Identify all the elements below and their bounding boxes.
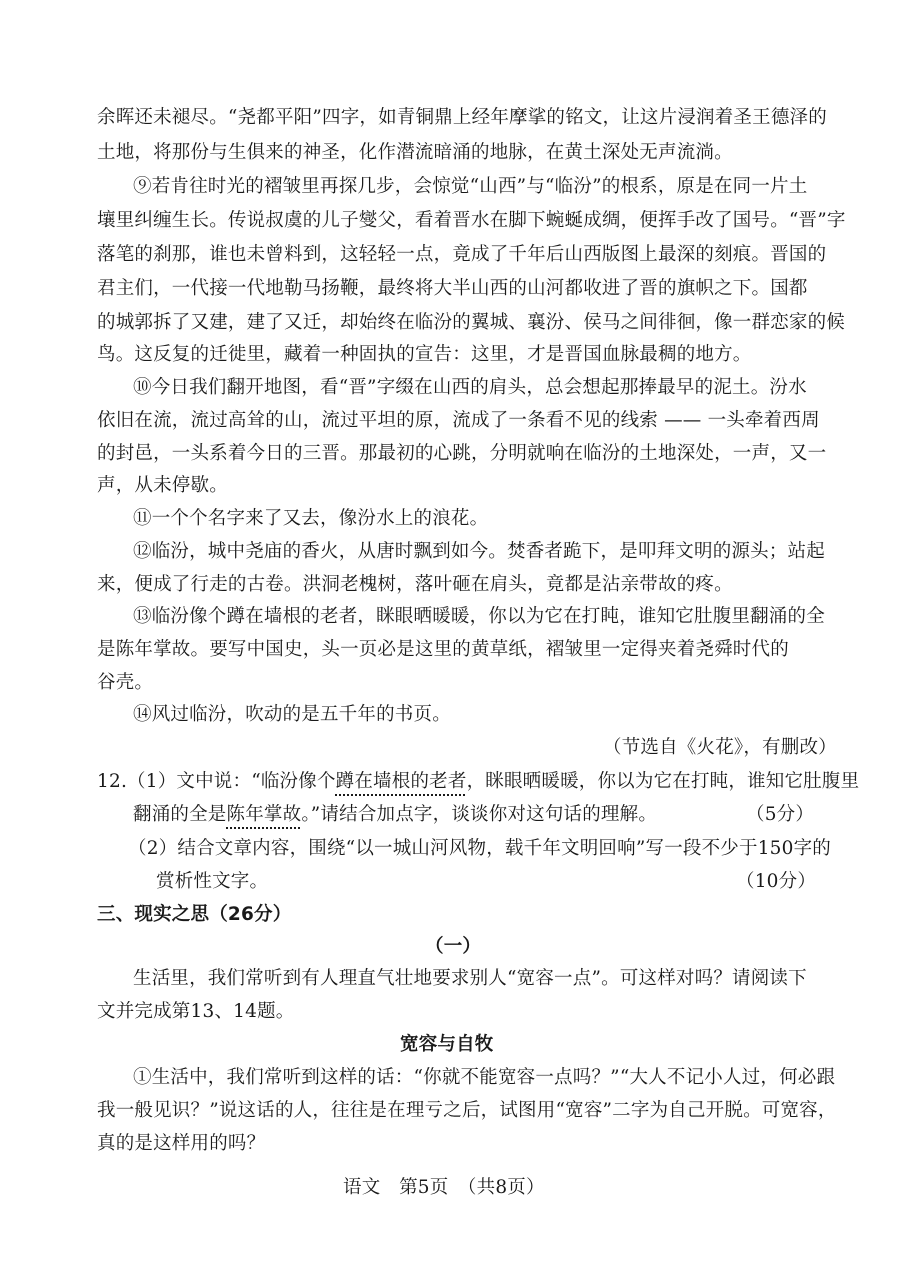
score-12-1: （5分）: [746, 804, 815, 825]
passage-line: 声，从未停歇。: [97, 475, 228, 496]
passage-line: 壤里纠缠生长。传说叔虞的儿子燮父，看着晋水在脚下蜿蜒成绸，便挥手改了国号。“晋”字: [97, 210, 846, 231]
passage-line: ⑫临汾，城中尧庙的香火，从唐时飘到如今。焚香者跪下，是叩拜文明的源头；站起: [133, 541, 825, 562]
passage-line: 的城郭拆了又建，建了又迁，却始终在临汾的翼城、襄汾、侯马之间徘徊，像一群恋家的候: [97, 312, 846, 333]
article-title: 宽容与自牧: [400, 1034, 494, 1055]
passage-line: 依旧在流，流过高耸的山，流过平坦的原，流成了一条看不见的线索 —— 一头牵着西周: [97, 410, 820, 431]
dotted-text: 陈年掌故: [226, 804, 302, 825]
passage-line: 谷壳。: [97, 672, 154, 693]
section-heading: 三、现实之思（26分）: [97, 904, 292, 925]
passage-line: ⑬临汾像个蹲在墙根的老者，眯眼晒暖暖，你以为它在打盹，谁知它肚腹里翻涌的全: [133, 606, 825, 627]
question-12-2: （2）结合文章内容，围绕“以一城山河风物，载千年文明回响”写一段不少于150字的: [128, 838, 831, 859]
passage-line: 土地，将那份与生俱来的神圣，化作潜流暗涌的地脉，在黄土深处无声流淌。: [97, 142, 733, 163]
question-12-1: 12.（1）文中说：“临汾像个蹲在墙根的老者，眯眼晒暖暖，你以为它在打盹，谁知它肚腹里: [97, 771, 860, 792]
passage-line: 的封邑，一头系着今日的三晋。那最初的心跳，分明就响在临汾的土地深处，一声，又一: [97, 443, 827, 464]
passage-line: ⑨若肯往时光的褶皱里再探几步，会惊觉“山西”与“临汾”的根系，原是在同一片土: [133, 176, 808, 197]
source-note: （节选自《火花》，有删改）: [603, 737, 837, 758]
part-heading: （一）: [425, 936, 482, 957]
passage-line: ⑩今日我们翻开地图，看“晋”字缀在山西的肩头，总会想起那捧最早的泥土。汾水: [133, 377, 807, 398]
dotted-text: 蹲在墙根的老者: [335, 771, 467, 792]
article-line: 我一般见识？”说这话的人，往往是在理亏之后，试图用“宽容”二字为自己开脱。可宽容，: [97, 1100, 837, 1121]
question-12-2-cont: 赏析性文字。: [156, 871, 269, 892]
passage-line: 君主们，一代接一代地勒马扬鞭，最终将大半山西的山河都收进了晋的旗帜之下。国都: [97, 278, 808, 299]
article-line: 真的是这样用的吗？: [97, 1133, 266, 1154]
passage-line: 来，便成了行走的古卷。洪洞老槐树，落叶砸在肩头，竟都是沾亲带故的疼。: [97, 574, 733, 595]
intro-line: 生活里，我们常听到有人理直气壮地要求别人“宽容一点”。可这样对吗？请阅读下: [133, 968, 807, 989]
question-12-1-cont: 翻涌的全是陈年掌故。”请结合加点字，谈谈你对这句话的理解。: [133, 804, 658, 825]
score-12-2: （10分）: [736, 871, 817, 892]
passage-line: 是陈年掌故。要写中国史，头一页必是这里的黄草纸，褶皱里一定得夹着尧舜时代的: [97, 639, 789, 660]
passage-line: 落笔的刹那，谁也未曾料到，这轻轻一点，竟成了千年后山西版图上最深的刻痕。晋国的: [97, 244, 827, 265]
passage-line: 余晖还未褪尽。“尧都平阳”四字，如青铜鼎上经年摩挲的铭文，让这片浸润着圣王德泽的: [97, 107, 827, 128]
intro-line: 文并完成第13、14题。: [97, 1001, 295, 1022]
page-footer: 语文 第5页 （共8页）: [343, 1177, 545, 1198]
passage-line: 鸟。这反复的迁徙里，藏着一种固执的宣告：这里，才是晋国血脉最稠的地方。: [97, 344, 752, 365]
passage-line: ⑪一个个名字来了又去，像汾水上的浪花。: [133, 508, 489, 529]
passage-line: ⑭风过临汾，吹动的是五千年的书页。: [133, 704, 451, 725]
article-line: ①生活中，我们常听到这样的话：“你就不能宽容一点吗？”“大人不记小人过，何必跟: [133, 1067, 836, 1088]
